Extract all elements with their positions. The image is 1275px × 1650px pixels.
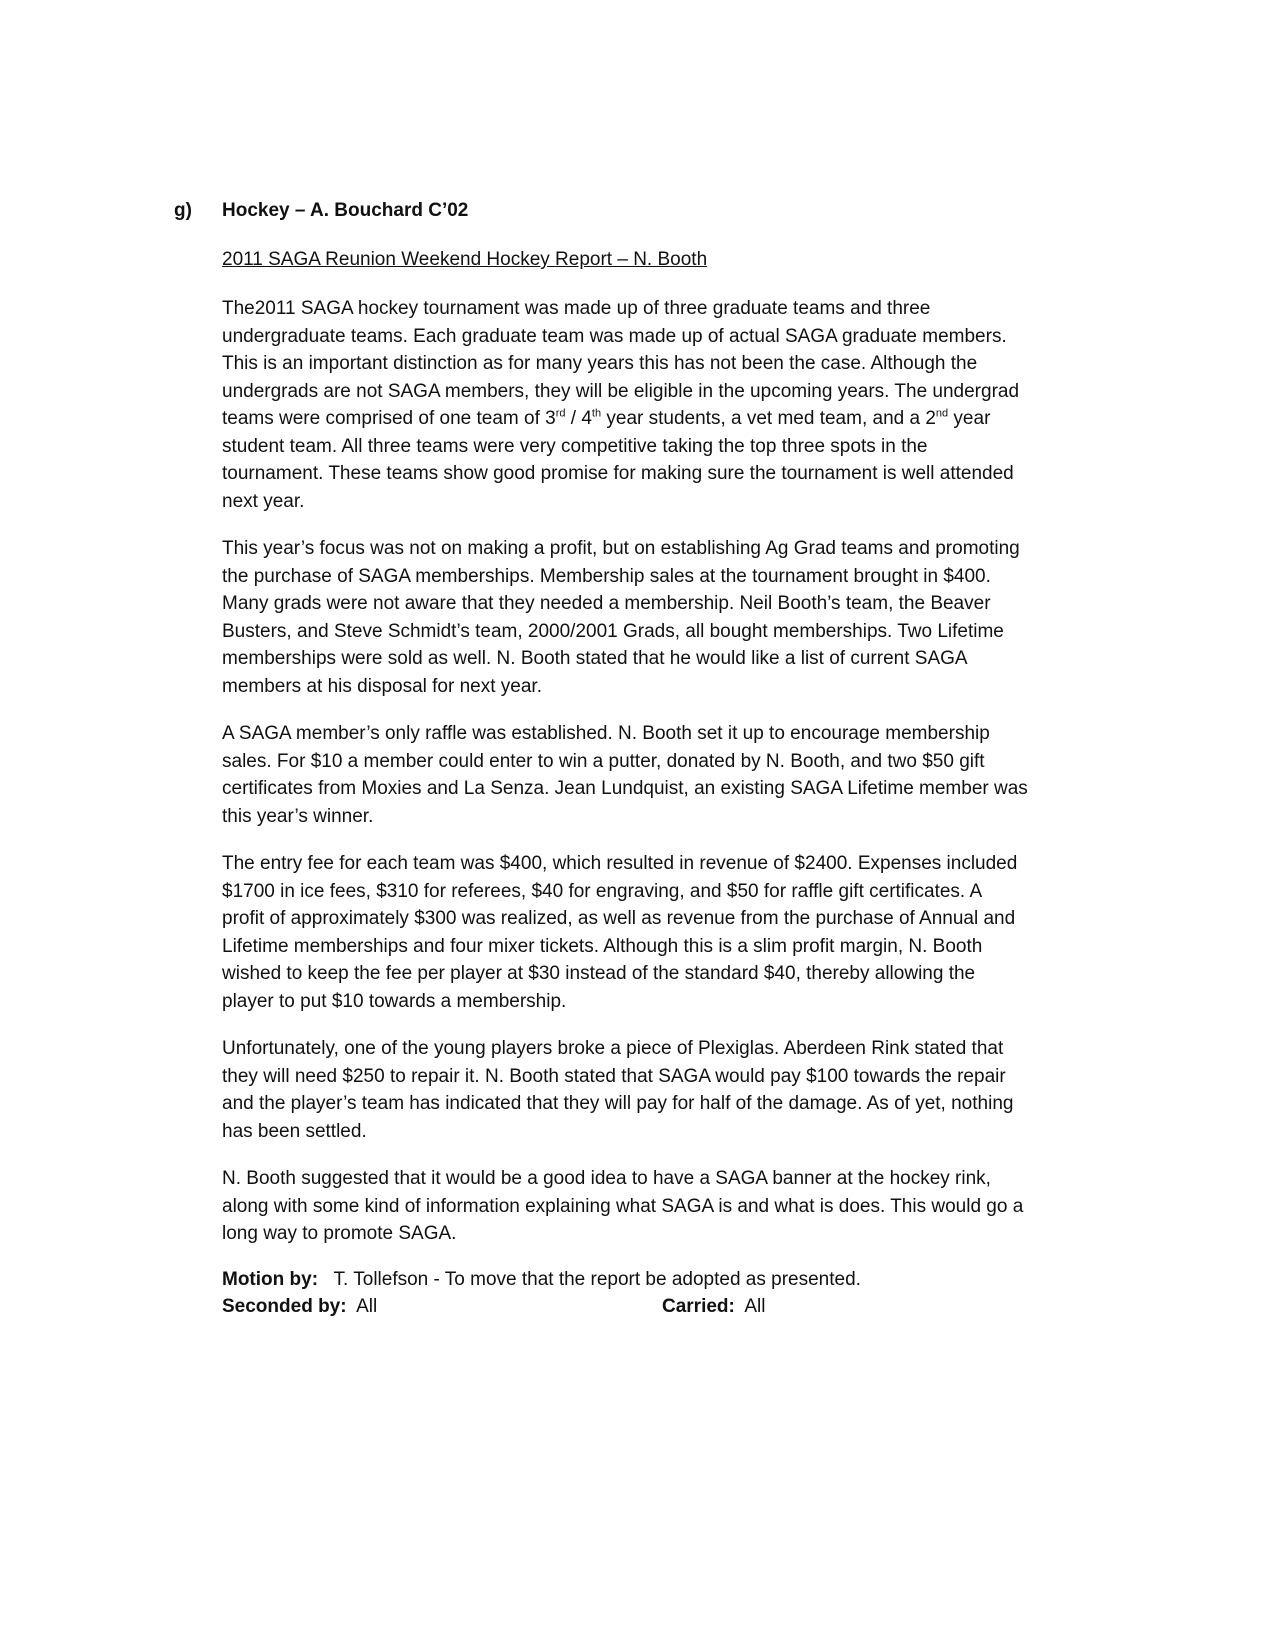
paragraph-line: tournament. These teams show good promise for making sure the tournament is well attended bbox=[222, 463, 1014, 484]
paragraph-raffle bbox=[222, 720, 1102, 830]
carried-group bbox=[662, 1293, 766, 1320]
paragraph-line: N. Booth suggested that it would be a good idea to have a SAGA banner at the hockey rink, bbox=[222, 1168, 991, 1189]
paragraph-line: along with some kind of information explaining what SAGA is and what is does. This would go a bbox=[222, 1195, 1024, 1217]
paragraph-line: certificates from Moxies and La Senza. Jean Lundquist, an existing SAGA Lifetime member was bbox=[222, 778, 1028, 799]
motion-text: T. Tollefson - To move that the report be adopted as presented. bbox=[333, 1268, 861, 1290]
paragraph-line: wished to keep the fee per player at $30 instead of the standard $40, thereby allowing the bbox=[222, 963, 976, 984]
paragraph-finances bbox=[222, 850, 1102, 1015]
paragraph-memberships bbox=[222, 535, 1102, 700]
paragraph-line: A SAGA member’s only raffle was established. N. Booth set it up to encourage membership bbox=[222, 723, 990, 744]
seconded-label: Seconded by: bbox=[222, 1295, 347, 1317]
paragraph-tournament bbox=[222, 295, 1102, 515]
text-fragment: year bbox=[948, 408, 991, 429]
report-title: 2011 SAGA Reunion Weekend Hockey Report – N. Booth bbox=[222, 249, 708, 270]
seconded-value: All bbox=[356, 1295, 378, 1317]
motion-block bbox=[222, 1266, 1102, 1320]
paragraph-line: student team. All three teams were very competitive taking the top three spots in the bbox=[222, 435, 928, 457]
motion-row bbox=[222, 1266, 1102, 1293]
paragraph-line: has been settled. bbox=[222, 1120, 367, 1142]
paragraph-line: Lifetime memberships and four mixer tickets. Although this is a slim profit margin, N. Booth bbox=[222, 935, 983, 957]
paragraph-line: This year’s focus was not on making a profit, but on establishing Ag Grad teams and promoting bbox=[222, 538, 1020, 559]
paragraph-line: Many grads were not aware that they needed a membership. Neil Booth’s team, the Beaver bbox=[222, 593, 991, 614]
text-fragment: / 4 bbox=[565, 408, 592, 429]
ordinal-suffix: rd bbox=[555, 407, 566, 420]
paragraph-line: sales. For $10 a member could enter to win a putter, donated by N. Booth, and two $50 gift bbox=[222, 750, 985, 772]
paragraph-line: player to put $10 towards a membership. bbox=[222, 990, 567, 1012]
paragraph-line: profit of approximately $300 was realized, as well as revenue from the purchase of Annual and bbox=[222, 908, 1016, 929]
carried-value: All bbox=[744, 1295, 766, 1317]
paragraph-line: long way to promote SAGA. bbox=[222, 1223, 457, 1244]
text-fragment: teams were comprised of one team of 3 bbox=[222, 408, 556, 429]
ordinal-suffix: nd bbox=[935, 407, 949, 420]
paragraph-line: this year’s winner. bbox=[222, 805, 374, 827]
section-title: Hockey – A. Bouchard C’02 bbox=[222, 200, 469, 221]
paragraph-line: members at his disposal for next year. bbox=[222, 675, 542, 697]
paragraph-line: Busters, and Steve Schmidt’s team, 2000/2001 Grads, all bought memberships. Two Lifetime bbox=[222, 620, 1004, 642]
paragraph-line-with-ordinals bbox=[222, 405, 1102, 433]
paragraph-line: undergrads are not SAGA members, they will be eligible in the upcoming years. The undergrad bbox=[222, 380, 1020, 402]
paragraph-line: This is an important distinction as for many years this has not been the case. Although the bbox=[222, 353, 978, 374]
carried-label: Carried: bbox=[662, 1295, 735, 1317]
paragraph-line: undergraduate teams. Each graduate team was made up of actual SAGA graduate members. bbox=[222, 325, 1007, 347]
paragraph-line: Unfortunately, one of the young players broke a piece of Plexiglas. Aberdeen Rink stated that bbox=[222, 1038, 1004, 1059]
section-heading bbox=[174, 200, 468, 222]
paragraph-line: and the player’s team has indicated that they will pay for half of the damage. As of yet, nothing bbox=[222, 1093, 1014, 1114]
ordinal-suffix: th bbox=[591, 407, 602, 420]
paragraph-line: the purchase of SAGA memberships. Membership sales at the tournament brought in $400. bbox=[222, 565, 991, 587]
paragraph-line: $1700 in ice fees, $310 for referees, $40 for engraving, and $50 for raffle gift certificates. A bbox=[222, 880, 983, 902]
text-fragment: year students, a vet med team, and a 2 bbox=[601, 408, 936, 429]
seconded-row bbox=[222, 1293, 1102, 1320]
paragraph-banner bbox=[222, 1165, 1102, 1248]
paragraph-line: memberships were sold as well. N. Booth stated that he would like a list of current SAGA bbox=[222, 648, 968, 669]
motion-label: Motion by: bbox=[222, 1268, 319, 1290]
paragraph-line: The2011 SAGA hockey tournament was made up of three graduate teams and three bbox=[222, 298, 931, 319]
paragraph-damage bbox=[222, 1035, 1102, 1145]
paragraph-line: The entry fee for each team was $400, which resulted in revenue of $2400. Expenses included bbox=[222, 853, 1018, 874]
report-body bbox=[222, 246, 1102, 1320]
paragraph-line: next year. bbox=[222, 490, 305, 512]
section-letter: g) bbox=[174, 200, 192, 221]
paragraph-line: they will need $250 to repair it. N. Booth stated that SAGA would pay $100 towards the repair bbox=[222, 1065, 1006, 1087]
